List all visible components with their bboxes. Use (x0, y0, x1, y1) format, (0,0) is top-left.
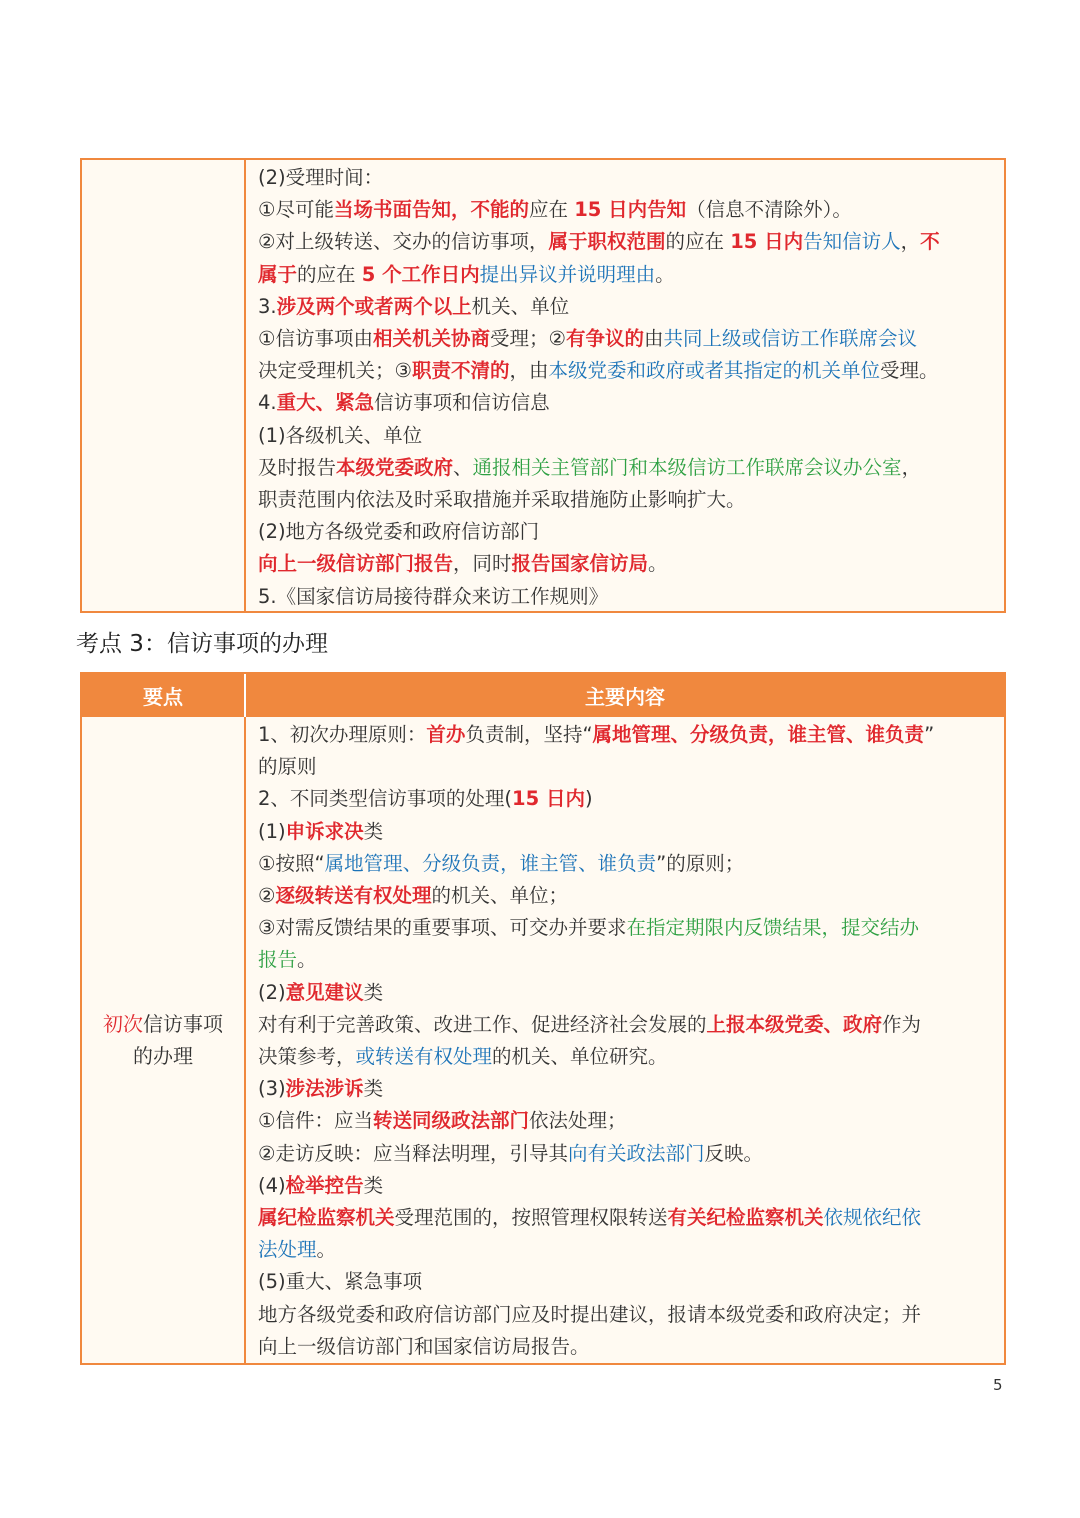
body-text: ) (584, 787, 593, 811)
body-text: ①按照“ (258, 851, 325, 875)
highlight-text: 逐级转送有权处理 (275, 883, 432, 907)
body-text: (1) (258, 819, 286, 843)
highlight-text: 在指定期限内反馈结果，提交结办 (626, 916, 919, 940)
key-cell (82, 717, 246, 1363)
text-line (258, 1299, 994, 1331)
text-line (258, 548, 994, 580)
text-line (258, 1041, 994, 1073)
body-text: 5.《国家信访局接待群众来访工作规则》 (258, 584, 609, 608)
body-text: 3. (258, 294, 277, 318)
body-text: 类 (363, 1173, 384, 1197)
body-text: ②走访反映：应当释法明理，引导其 (258, 1141, 568, 1165)
section-heading: 考点 3：信访事项的办理 (76, 631, 328, 657)
text-line (258, 1234, 994, 1266)
highlight-text: 职责不清的 (411, 359, 510, 383)
body-text: 对有利于完善政策、改进工作、促进经济社会发展的 (258, 1012, 707, 1036)
body-text: ” (924, 722, 935, 746)
body-text: 作为 (882, 1012, 922, 1036)
body-text: 向上一级信访部门和国家信访局报告。 (258, 1334, 590, 1358)
highlight-text: 意见建议 (285, 980, 364, 1004)
highlight-text: 申诉求决 (285, 819, 364, 843)
body-text: 受理。 (880, 359, 939, 383)
highlight-text: 涉及两个或者两个以上 (276, 294, 472, 318)
highlight-text: 向有关政法部门 (567, 1141, 705, 1165)
highlight-text: 15 日内告知 (574, 198, 687, 222)
highlight-text: 有关纪检监察机关 (667, 1205, 824, 1229)
body-text: 。 (297, 948, 317, 972)
text-line (258, 816, 994, 848)
body-text: 职责范围内依法及时采取措施并采取措施防止影响扩大。 (258, 488, 746, 512)
text-line (258, 1009, 994, 1041)
text-line (258, 944, 994, 976)
highlight-text: 提出异议并说明理由 (479, 262, 656, 286)
highlight-text: 涉法涉诉 (285, 1077, 364, 1101)
highlight-text: 本级党委政府 (336, 455, 454, 479)
body-text: 应在 (529, 198, 575, 222)
body-text: (1)各级机关、单位 (258, 423, 423, 447)
content-cell (246, 717, 1004, 1363)
body-text: 。 (316, 1238, 337, 1262)
body-text: 的机关、单位研究。 (492, 1044, 668, 1068)
text-line (258, 516, 994, 548)
body-text: ② (258, 883, 276, 907)
text-line (258, 1138, 994, 1170)
highlight-text: 依规依纪依 (823, 1205, 922, 1229)
key-label (103, 1008, 223, 1072)
highlight-text: 通报相关主管部门和本级信访工作联席会议办公室 (472, 455, 902, 479)
body-text: (2)地方各级党委和政府信访部门 (258, 520, 540, 544)
highlight-text: 检举控告 (285, 1173, 364, 1197)
highlight-text: 属地管理、分级负责，谁主管、谁负责 (324, 851, 657, 875)
key-label-part1: 初次 (103, 1011, 143, 1036)
highlight-text: 报告 (258, 948, 298, 972)
highlight-text: 或转送有权处理 (355, 1044, 493, 1068)
text-line (258, 162, 994, 194)
body-text: ，由 (509, 359, 549, 383)
highlight-text: 5 个工作日内 (361, 262, 480, 286)
text-line (258, 387, 994, 419)
highlight-text: 不 (920, 230, 940, 254)
text-line (258, 880, 994, 912)
text-line (258, 1105, 994, 1137)
body-text: （信息不清除外）。 (686, 198, 852, 222)
highlight-text: 属于职权范围 (548, 230, 666, 254)
highlight-text: 重大、紧急 (276, 391, 375, 415)
text-line (258, 719, 994, 751)
text-line (258, 1170, 994, 1202)
body-text: 机关、单位 (471, 294, 570, 318)
text-line (258, 1331, 994, 1363)
highlight-text: 首办 (426, 722, 466, 746)
text-line (258, 751, 994, 783)
highlight-text: 当场书面告知，不能的 (333, 198, 529, 222)
body-text: ②对上级转送、交办的信访事项， (258, 230, 549, 254)
body-text: 受理范围的，按照管理权限转送 (394, 1205, 668, 1229)
body-text: 4. (258, 391, 277, 415)
body-text: (5)重大、紧急事项 (258, 1270, 423, 1294)
body-text: 由 (644, 327, 664, 351)
body-text: 类 (363, 819, 384, 843)
body-text: 类 (363, 980, 384, 1004)
text-line (258, 291, 994, 323)
body-text: 信访事项和信访信息 (374, 391, 550, 415)
body-text: ， (901, 455, 922, 479)
highlight-text: 15 日内 (730, 230, 804, 254)
body-text: 、 (453, 455, 473, 479)
body-text: 的应在 (297, 262, 362, 286)
body-text: 负责制，坚持“ (465, 722, 593, 746)
body-text: 1、初次办理原则： (258, 722, 427, 746)
body-text: 类 (363, 1077, 384, 1101)
text-line (258, 194, 994, 226)
body-text: 。 (648, 552, 668, 576)
body-text: 及时报告 (258, 455, 337, 479)
body-text: ③对需反馈结果的重要事项、可交办并要求 (258, 916, 627, 940)
text-line (258, 259, 994, 291)
highlight-text: 报告国家信访局 (511, 552, 649, 576)
table-handling (80, 672, 1006, 1365)
highlight-text: 15 日内 (512, 787, 585, 811)
body-text: ”的原则； (656, 851, 745, 875)
text-line (258, 323, 994, 355)
highlight-text: 本级党委和政府或者其指定的机关单位 (548, 359, 881, 383)
highlight-text: 属地管理、分级负责，谁主管、谁负责 (592, 722, 925, 746)
body-text: (2)受理时间： (258, 166, 384, 189)
body-text: 地方各级党委和政府信访部门应及时提出建议，报请本级党委和政府决定；并 (258, 1302, 922, 1326)
highlight-text: 属纪检监察机关 (258, 1205, 395, 1229)
text-line (258, 1073, 994, 1105)
highlight-text: 上报本级党委、政府 (706, 1012, 883, 1036)
text-line (258, 226, 994, 258)
body-text: ，同时 (453, 552, 512, 576)
body-text: 依法处理； (529, 1109, 627, 1133)
key-cell-empty (82, 160, 246, 611)
body-text: 的机关、单位； (431, 883, 569, 907)
body-text: (3) (258, 1077, 286, 1101)
body-text: ①尽可能 (258, 198, 334, 222)
body-text: 的原则 (258, 755, 317, 779)
content-lines (258, 162, 994, 613)
highlight-text: 转送同级政法部门 (372, 1109, 529, 1133)
body-text: ①信访事项由 (258, 327, 373, 351)
highlight-text: 共同上级或信访工作联席会议 (663, 327, 918, 351)
body-text: 。 (655, 262, 675, 286)
text-line (258, 355, 994, 387)
header-content: 主要内容 (585, 684, 665, 709)
highlight-text: 相关机关协商 (372, 327, 490, 351)
content-lines (258, 719, 994, 1363)
body-text: (4) (258, 1173, 286, 1197)
highlight-text: 有争议的 (565, 327, 644, 351)
text-line (258, 452, 994, 484)
text-line (258, 977, 994, 1009)
highlight-text: 属于 (258, 262, 298, 286)
body-text: 反映。 (704, 1141, 764, 1165)
content-cell (246, 160, 1004, 611)
header-key: 要点 (82, 674, 246, 717)
body-text: 2、不同类型信访事项的处理( (258, 787, 513, 811)
text-line (258, 1266, 994, 1298)
highlight-text: 法处理 (258, 1238, 317, 1262)
table-continued (80, 158, 1006, 613)
body-text: ①信件：应当 (258, 1109, 373, 1133)
body-text: ， (900, 230, 921, 254)
text-line (258, 420, 994, 452)
body-text: 的应在 (665, 230, 731, 254)
text-line (258, 484, 994, 516)
text-line (258, 912, 994, 944)
key-label-part2: 信访事项 (143, 1011, 223, 1036)
key-label-part3: 的办理 (133, 1043, 193, 1068)
page-number: 5 (993, 1376, 1003, 1394)
text-line (258, 1202, 994, 1234)
body-text: 决定受理机关；③ (258, 359, 412, 383)
body-text: 决策参考， (258, 1044, 356, 1068)
table-header (82, 674, 1004, 717)
text-line (258, 848, 994, 880)
text-line (258, 581, 994, 613)
body-text: 受理；② (490, 327, 566, 351)
text-line (258, 783, 994, 815)
table-body (82, 717, 1004, 1363)
highlight-text: 向上一级信访部门报告 (258, 552, 454, 576)
body-text: (2) (258, 980, 286, 1004)
highlight-text: 告知信访人 (803, 230, 901, 254)
